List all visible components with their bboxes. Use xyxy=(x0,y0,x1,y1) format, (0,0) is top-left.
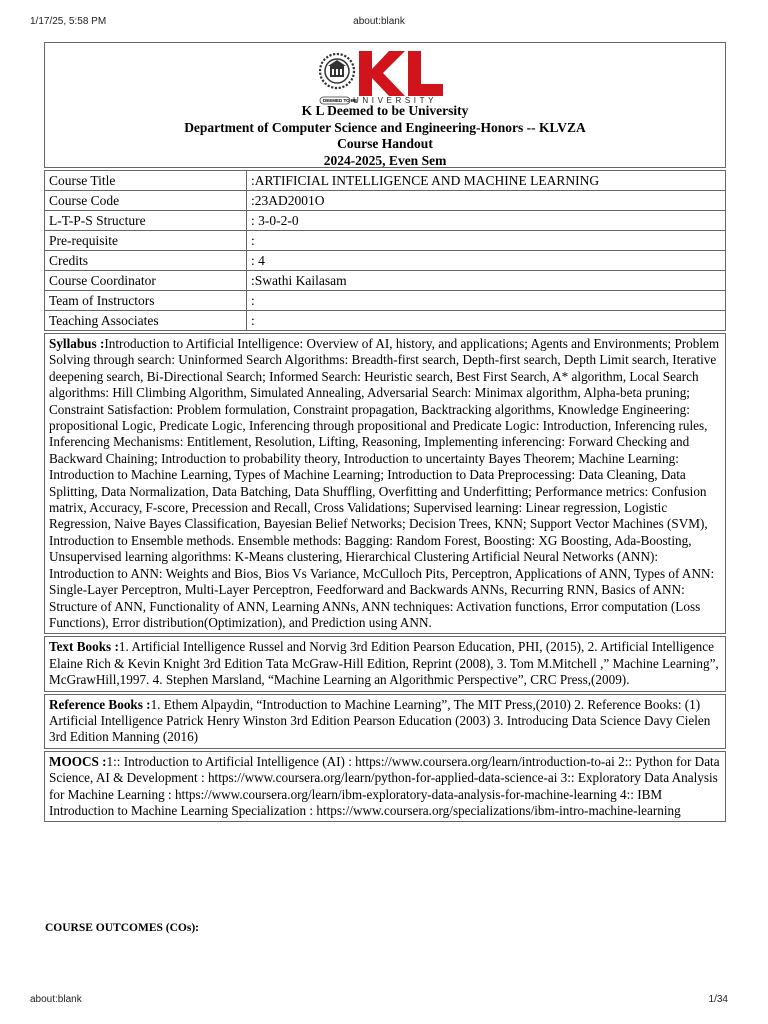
logo-tagline: DEEMED TO BE xyxy=(323,98,358,103)
info-key: Credits xyxy=(45,251,247,271)
table-row xyxy=(45,311,726,331)
syllabus-section xyxy=(44,333,726,634)
text-books-section xyxy=(44,636,726,691)
text-books-label: Text Books : xyxy=(49,639,119,655)
course-info-table xyxy=(44,170,726,331)
table-row xyxy=(45,271,726,291)
moocs-text: 1:: Introduction to Artificial Intelligence (AI) : https://www.coursera.org/learn/introduction-to-ai 2:: Python for Data Science, AI & Development : https://www.coursera.org/learn/python-for-applied-data-science-ai 3:: Exploratory Data Analysis for Machine Learning : https://www.coursera.org/learn/ibm-exploratory-data-analysis-for-machine-learning 4:: IBM Introduction to Machine Learning Specialization : https://www.coursera.org/specializations/ibm-intro-machine-learning xyxy=(49,753,720,818)
course-outcomes-heading: COURSE OUTCOMES (COs): xyxy=(45,922,199,934)
reference-books-text: 1. Ethem Alpaydin, “Introduction to Machine Learning”, The MIT Press,(2010) 2. Reference Books: (1) Artificial Intelligence Patrick Henry Winston 3rd Edition Pearson Education (2003) 3. Introducing Data Science Davy Cielen 3rd Edition Manning (2016) xyxy=(49,696,711,745)
department-name: Department of Computer Science and Engineering-Honors -- KLVZA xyxy=(184,119,586,135)
academic-term: 2024-2025, Even Sem xyxy=(323,152,447,168)
table-row xyxy=(45,251,726,271)
info-value: :Swathi Kailasam xyxy=(247,271,726,291)
print-page-title: about:blank xyxy=(353,16,405,27)
syllabus-text: Introduction to Artificial Intelligence: Overview of AI, history, and applications; Agents and Environments; Problem Solving through search: Uninformed Search Algorithms: Breadth-first search, Depth-first search, Depth Limit search, Iterative deepening search, Bi-Directional Search; Informed Search: Heuristic search, Best First Search, A* algorithm, Local Search algorithms: Hill Climbing Algorithm, Simulated Annealing, Adversarial Search: Minimax algorithm, Alpha-beta pruning; Constraint Satisfaction: Problem formulation, Constraint propagation, Backtracking algorithms, Knowledge Engineering: propositional Logic, Predicate Logic, Inferencing through propositional and Predicate Logic: Introduction, Inferencing rules, Inferencing Mechanisms: Entitlement, Resolution, Lifting, Reasoning, Implementing inferencing: Forward Checking and Backward Chaining; Introduction to probability theory, Introduction to uncertainty Bayes Theorem; Machine Learning: Introduction to Machine Learning, Types of Machine Learning; Introduction to Data Preprocessing: Data Cleaning, Data Splitting, Data Normalization, Data Batching, Data Shuffling, Overfitting and Underfitting; Performance metrics: Confusion matrix, Accuracy, F-score, Precession and Recall, Cross Validations; Supervised learning: Linear regression, Logistic Regression, Naive Bayes Classification, Bayesian Belief Networks; Decision Trees, KNN; Support Vector Machines (SVM), Introduction to Ensemble methods. Ensemble methods: Bagging: Random Forest, Boosting: XG Boosting, Ada-Boosting, Unsupervised learning algorithms: K-Means clustering, Hierarchical Clustering Artificial Neural Networks (ANN): Introduction to ANN: Weights and Bios, Bios Vs Variance, McCulloch Pits, Perceptron, Applications of ANN, Types of ANN: Single-Layer Perceptron, Multi-Layer Perceptron, Feedforward and Backwards ANNs, Recurring RNN, Basics of ANN: Structure of ANN, Functionality of ANN, Learning ANNs, ANN techniques: Activation functions, Error computation (Loss Functions), Error distribution(Optimization), and Prediction using ANN. xyxy=(49,336,720,630)
table-row xyxy=(45,211,726,231)
moocs-section xyxy=(44,751,726,823)
print-url: about:blank xyxy=(30,994,82,1005)
text-books-text: 1. Artificial Intelligence Russel and Norvig 3rd Edition Pearson Education, PHI, (2015), 2. Artificial Intelligence Elaine Rich & Kevin Knight 3rd Edition Tata McGraw-Hill Edition, Reprint (2008), 3. Tom M.Mitchell ,” Machine Learning”, McGrawHill,1997. 4. Stephen Marsland, “Machine Learning an Algorithmic Perspective”, CRC Press,(2009). xyxy=(49,639,719,688)
university-name: K L Deemed to be University xyxy=(301,103,469,118)
info-value: :ARTIFICIAL INTELLIGENCE AND MACHINE LEARNING xyxy=(247,171,726,191)
document-header xyxy=(44,42,726,168)
table-row xyxy=(45,171,726,191)
print-datetime: 1/17/25, 5:58 PM xyxy=(30,16,107,27)
info-key: Teaching Associates xyxy=(45,311,247,331)
header-title-block xyxy=(45,103,725,169)
moocs-label: MOOCS : xyxy=(49,753,107,769)
reference-books-section xyxy=(44,694,726,749)
course-handout-document xyxy=(44,42,726,822)
info-value: : xyxy=(247,311,726,331)
info-value: : 4 xyxy=(247,251,726,271)
print-header xyxy=(30,16,728,30)
info-key: Course Title xyxy=(45,171,247,191)
info-key: Pre-requisite xyxy=(45,231,247,251)
page-number: 1/34 xyxy=(708,994,728,1005)
info-key: Team of Instructors xyxy=(45,291,247,311)
info-value: : 3-0-2-0 xyxy=(247,211,726,231)
print-footer xyxy=(30,994,728,1008)
info-key: Course Code xyxy=(45,191,247,211)
table-row xyxy=(45,231,726,251)
table-row xyxy=(45,291,726,311)
syllabus-label: Syllabus : xyxy=(49,336,105,351)
document-type: Course Handout xyxy=(337,136,433,151)
info-value: : xyxy=(247,231,726,251)
logo-university: UNIVERSITY xyxy=(353,96,438,105)
info-value: : xyxy=(247,291,726,311)
table-row xyxy=(45,191,726,211)
info-key: L-T-P-S Structure xyxy=(45,211,247,231)
kl-university-logo xyxy=(315,47,455,105)
info-value: :23AD2001O xyxy=(247,191,726,211)
reference-books-label: Reference Books : xyxy=(49,696,151,712)
info-key: Course Coordinator xyxy=(45,271,247,291)
